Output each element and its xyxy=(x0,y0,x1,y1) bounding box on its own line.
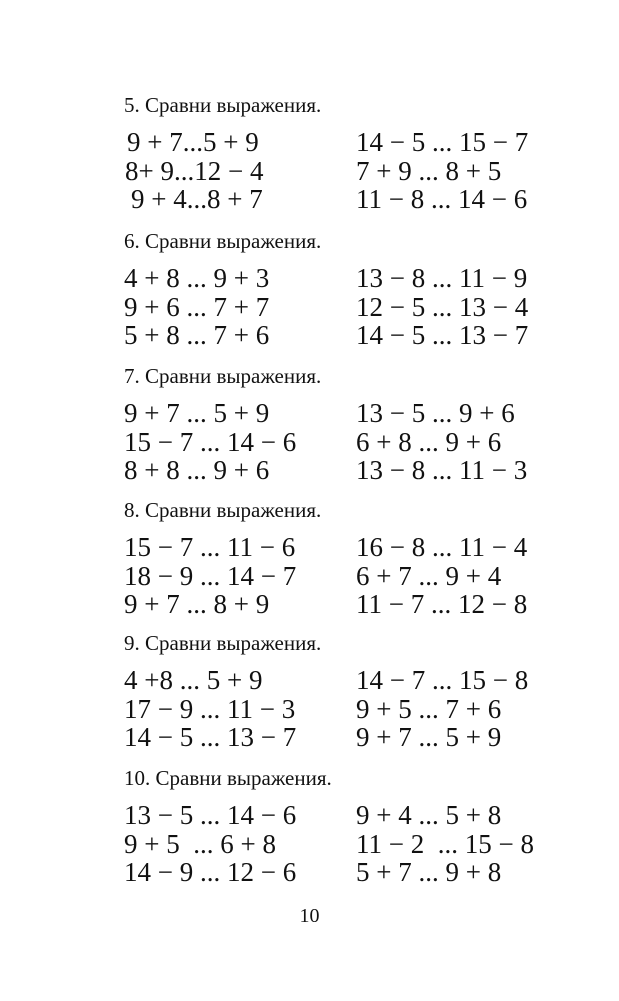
expression: 9 + 5 ... 6 + 8 xyxy=(124,828,276,859)
expression: 15 − 7 ... 11 − 6 xyxy=(124,532,296,562)
exercise-5 xyxy=(124,92,564,214)
expression: 14 − 5 ... 13 − 7 xyxy=(124,722,297,752)
expression: 13 − 5 ... 9 + 6 xyxy=(356,398,515,428)
expression: 15 − 7 ... 14 − 6 xyxy=(124,426,297,457)
expression-grid xyxy=(124,128,564,214)
expression: 9 + 4...8 + 7 xyxy=(131,184,263,214)
expression: 9 + 6 ... 7 + 7 xyxy=(124,291,270,322)
expression: 7 + 9 ... 8 + 5 xyxy=(356,155,502,186)
expression: 6 + 7 ... 9 + 4 xyxy=(356,560,502,591)
expression: 11 − 2 ... 15 − 8 xyxy=(356,828,534,859)
expression: 9 + 7 ... 5 + 9 xyxy=(356,722,502,752)
exercise-title: 5. Сравни выражения. xyxy=(124,93,322,117)
expression: 6 + 8 ... 9 + 6 xyxy=(356,426,502,457)
exercise-title: 10. Сравни выражения. xyxy=(124,766,332,790)
page-number: 10 xyxy=(299,905,320,927)
exercise-title: 7. Сравни выражения. xyxy=(124,364,322,388)
exercise-title: 6. Сравни выражения. xyxy=(124,229,322,253)
expression: 5 + 8 ... 7 + 6 xyxy=(124,320,270,350)
expression: 14 − 5 ... 15 − 7 xyxy=(356,127,529,157)
expression: 13 − 5 ... 14 − 6 xyxy=(124,800,297,830)
expression: 8 + 8 ... 9 + 6 xyxy=(124,455,270,485)
expression: 8+ 9...12 − 4 xyxy=(125,155,264,186)
expression: 9 + 7 ... 5 + 9 xyxy=(124,398,270,428)
expression: 4 + 8 ... 9 + 3 xyxy=(124,263,270,293)
expression-grid xyxy=(124,399,564,485)
expression: 5 + 7 ... 9 + 8 xyxy=(356,857,502,887)
expression: 12 − 5 ... 13 − 4 xyxy=(356,291,529,322)
expression: 18 − 9 ... 14 − 7 xyxy=(124,560,297,591)
expression: 13 − 8 ... 11 − 9 xyxy=(356,263,528,293)
exercise-8 xyxy=(124,497,564,619)
expression-grid xyxy=(124,801,564,887)
expression-grid xyxy=(124,666,564,752)
expression: 16 − 8 ... 11 − 4 xyxy=(356,532,528,562)
exercise-title: 8. Сравни выражения. xyxy=(124,498,322,522)
expression: 11 − 7 ... 12 − 8 xyxy=(356,589,528,619)
exercise-7 xyxy=(124,363,564,485)
expression: 13 − 8 ... 11 − 3 xyxy=(356,455,528,485)
exercise-title: 9. Сравни выражения. xyxy=(124,631,322,655)
expression: 4 +8 ... 5 + 9 xyxy=(124,665,263,695)
exercise-9 xyxy=(124,630,564,752)
expression-grid xyxy=(124,264,564,350)
expression: 11 − 8 ... 14 − 6 xyxy=(356,184,528,214)
exercise-10 xyxy=(124,765,564,887)
expression: 14 − 9 ... 12 − 6 xyxy=(124,857,297,887)
expression: 14 − 7 ... 15 − 8 xyxy=(356,665,529,695)
expression-grid xyxy=(124,533,564,619)
expression: 9 + 7...5 + 9 xyxy=(127,127,259,157)
exercise-6 xyxy=(124,228,564,350)
expression: 17 − 9 ... 11 − 3 xyxy=(124,693,296,724)
expression: 9 + 5 ... 7 + 6 xyxy=(356,693,502,724)
expression: 14 − 5 ... 13 − 7 xyxy=(356,320,529,350)
expression: 9 + 7 ... 8 + 9 xyxy=(124,589,270,619)
expression: 9 + 4 ... 5 + 8 xyxy=(356,800,502,830)
